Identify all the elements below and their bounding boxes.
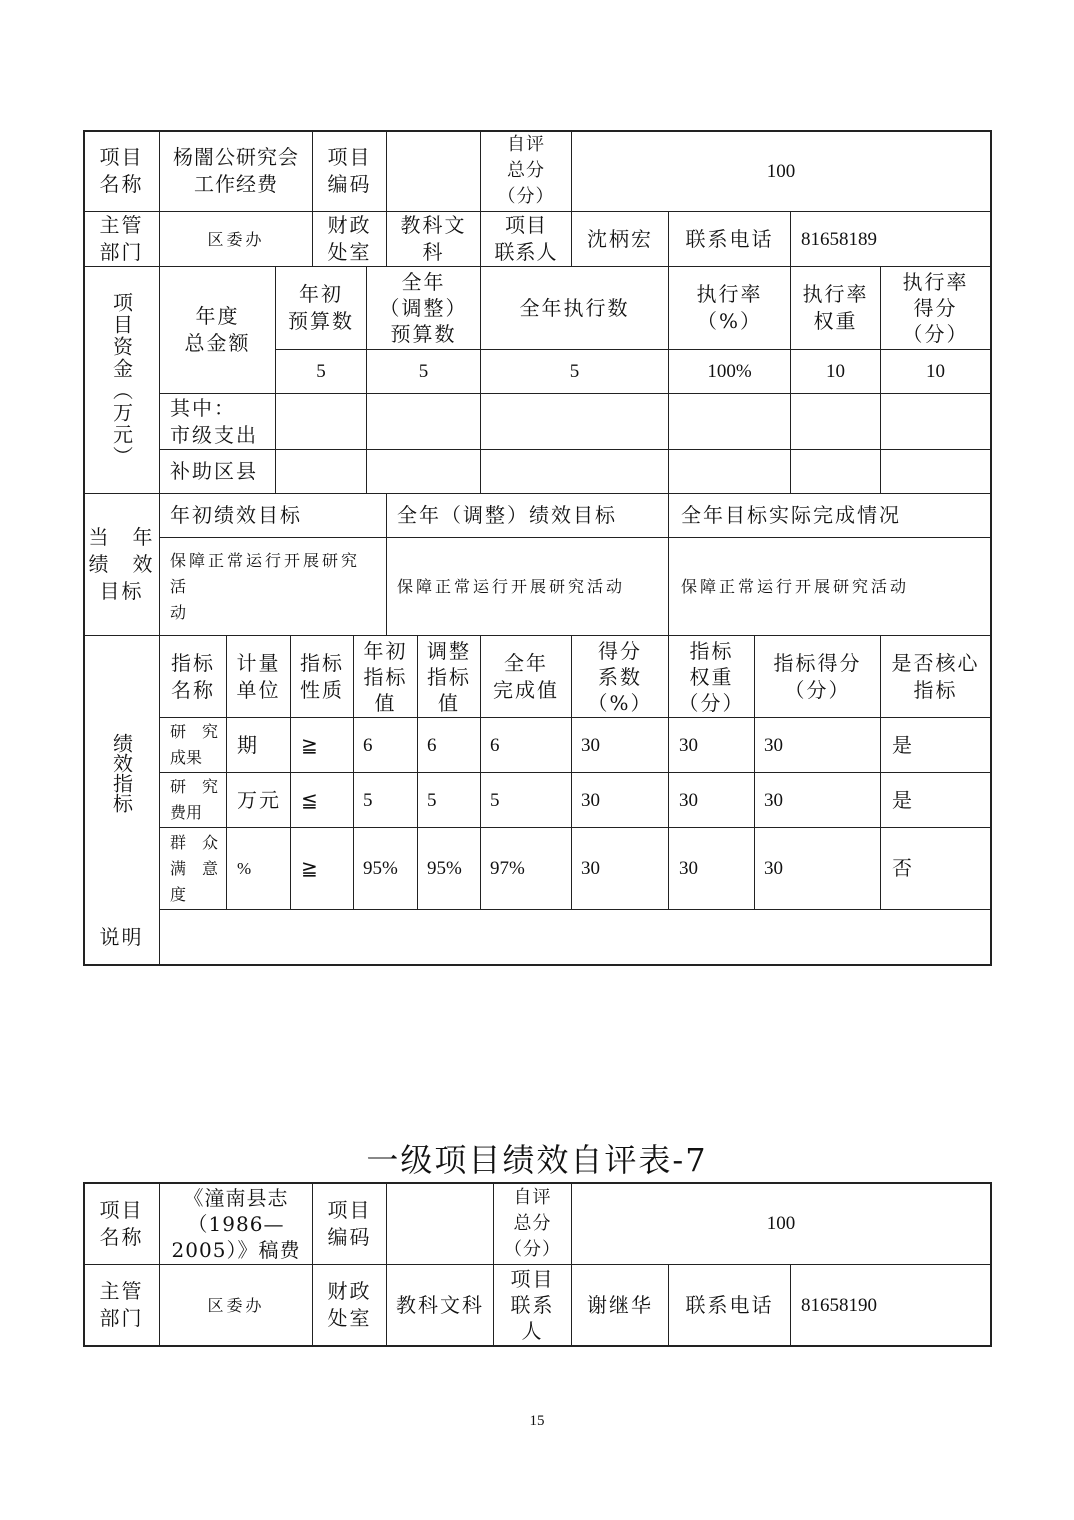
subsidy-label: 补助区县 <box>170 459 258 483</box>
page-title: 一级项目绩效自评表-7 <box>366 1141 708 1179</box>
contact-value: 沈柄宏 <box>587 226 653 251</box>
project-name-label: 项目 名称 <box>99 145 144 196</box>
project-name-label: 项目 名称 <box>99 1197 144 1249</box>
contact-label: 项目 联系 人 <box>510 1267 555 1343</box>
indicator-header-initial: 年初 指标 值 <box>363 638 408 715</box>
indicator-coefficient: 30 <box>581 858 600 879</box>
executed-label: 全年执行数 <box>519 295 630 320</box>
initial-budget-value: 5 <box>316 361 326 382</box>
indicators-label-text: 绩效指标 <box>109 732 134 813</box>
indicator-unit: 期 <box>237 732 259 757</box>
indicator-weight: 30 <box>679 789 698 811</box>
finance-value: 教科文 科 <box>400 213 467 264</box>
goal-actual-value: 保障正常运行开展研究活动 <box>681 577 910 596</box>
indicator-name: 群 众 满 意 度 <box>170 832 219 904</box>
exec-score-label: 执行率 得分 （分） <box>902 270 969 346</box>
indicator-header-core: 是否核心 指标 <box>891 650 980 702</box>
finance-label: 财政 处室 <box>327 1279 372 1330</box>
funds-label-text: 项目资金（万元） <box>109 292 134 468</box>
annual-total-label: 年度 总金额 <box>184 304 251 355</box>
indicator-adjusted: 6 <box>427 734 437 756</box>
indicator-completed: 6 <box>490 734 500 756</box>
indicator-coefficient: 30 <box>581 734 600 756</box>
note-label: 说明 <box>99 924 144 949</box>
dept-label: 主管 部门 <box>99 1279 144 1330</box>
project-code-label: 项目 编码 <box>327 1197 372 1249</box>
city-expense-label: 其中： 市级支出 <box>170 395 258 447</box>
indicator-unit: 万元 <box>237 787 281 812</box>
indicator-nature: ≧ <box>301 856 320 880</box>
indicator-header-adjusted: 调整 指标 值 <box>427 638 471 715</box>
exec-weight-value: 10 <box>826 361 845 382</box>
project-code-value <box>387 1183 493 1264</box>
phone-label: 联系电话 <box>685 226 774 251</box>
adjusted-budget-value: 5 <box>418 361 429 382</box>
indicator-header-score: 指标得分 （分） <box>773 650 862 702</box>
indicator-completed: 5 <box>490 789 500 811</box>
indicator-header-unit: 计量 单位 <box>236 650 281 702</box>
self-score-value: 100 <box>766 1213 796 1234</box>
contact-value: 谢继华 <box>587 1292 653 1317</box>
indicator-adjusted: 95% <box>427 858 462 879</box>
indicator-header-coefficient: 得分 系数 （%） <box>587 638 653 715</box>
indicator-unit: % <box>237 859 252 878</box>
indicator-core: 否 <box>892 856 914 880</box>
self-score-label: 自评 总分 （分） <box>497 134 555 207</box>
exec-weight-label: 执行率 权重 <box>802 282 869 333</box>
executed-value: 5 <box>569 361 580 382</box>
phone-label: 联系电话 <box>685 1292 774 1317</box>
indicator-score: 30 <box>764 789 783 811</box>
goal-initial-value: 保障正常运行开展研究活 动 <box>170 550 361 622</box>
project-code-label: 项目 编码 <box>327 145 372 196</box>
indicator-initial: 95% <box>363 858 398 879</box>
exec-rate-value: 100% <box>707 361 752 382</box>
page-number: 15 <box>529 1413 545 1429</box>
adjusted-budget-label: 全年 （调整） 预算数 <box>379 270 468 346</box>
initial-budget-label: 年初 预算数 <box>288 282 354 333</box>
indicator-header-name: 指标 名称 <box>171 650 215 702</box>
indicator-weight: 30 <box>679 734 698 756</box>
indicator-header-completed: 全年 完成值 <box>493 650 559 702</box>
goal-initial-label: 年初绩效目标 <box>170 503 302 527</box>
indicator-nature: ≧ <box>301 732 320 757</box>
indicator-nature: ≦ <box>301 787 320 812</box>
indicator-initial: 5 <box>363 789 373 811</box>
goals-label: 当 年 绩 效 目标 <box>88 525 155 603</box>
goal-adjusted-value: 保障正常运行开展研究活动 <box>397 577 626 596</box>
indicator-header-nature: 指标 性质 <box>300 650 344 702</box>
indicator-name: 研 究 成果 <box>170 722 219 767</box>
indicator-weight: 30 <box>679 858 698 879</box>
phone-value: 81658189 <box>801 228 877 250</box>
self-score-value: 100 <box>766 160 796 182</box>
goal-actual-label: 全年目标实际完成情况 <box>681 503 901 527</box>
finance-label: 财政 处室 <box>327 213 372 264</box>
indicator-adjusted: 5 <box>427 789 437 811</box>
indicator-core: 是 <box>892 787 914 812</box>
self-score-label: 自评 总分 （分） <box>504 1186 561 1260</box>
phone-value: 81658190 <box>801 1294 877 1316</box>
indicator-header-weight: 指标 权重 （分） <box>678 638 745 715</box>
contact-label: 项目 联系人 <box>494 213 558 264</box>
project-name-value: 《潼南县志 （1986— 2005）》稿费 <box>171 1185 301 1262</box>
exec-score-value: 10 <box>926 361 945 382</box>
goal-adjusted-label: 全年（调整）绩效目标 <box>397 503 617 527</box>
dept-value: 区委办 <box>207 1295 265 1315</box>
indicator-score: 30 <box>764 734 783 756</box>
dept-label: 主管 部门 <box>99 213 144 264</box>
dept-value: 区委办 <box>207 229 265 249</box>
indicator-name: 研 究 费用 <box>170 777 219 822</box>
project-name-value: 杨闇公研究会 工作经费 <box>173 145 299 196</box>
exec-rate-label: 执行率 （%） <box>696 282 763 333</box>
indicator-score: 30 <box>764 858 783 879</box>
indicator-initial: 6 <box>363 734 373 756</box>
indicator-completed: 97% <box>490 858 525 879</box>
finance-value: 教科文科 <box>396 1292 484 1317</box>
indicator-coefficient: 30 <box>581 789 600 811</box>
indicator-core: 是 <box>892 732 914 757</box>
